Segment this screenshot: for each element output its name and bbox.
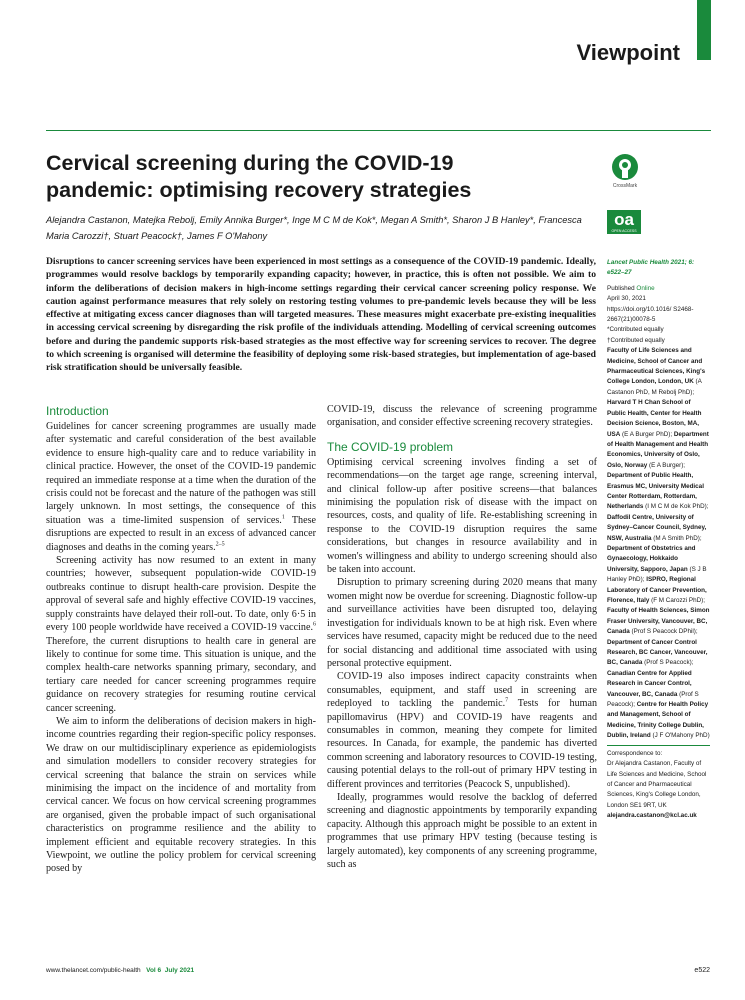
affiliation-name: Daffodil Centre, University of Sydney–Cancer Council, Sydney, NSW, Australia [607, 513, 707, 542]
affiliation-name: Centre for Health Policy and Management, School of Medicine, Trinity College Dublin, Dublin, Ireland [607, 701, 709, 740]
affiliation-authors: (A Castanon PhD, M Rebolj PhD); [607, 378, 702, 396]
crossmark-icon[interactable] [610, 152, 640, 182]
affiliation-name: Department of Cancer Control Research, BC Cancer, Vancouver, BC, Canada [607, 638, 708, 667]
reference-marker[interactable]: 2–5 [215, 541, 225, 548]
reference-marker[interactable]: 7 [505, 697, 509, 704]
body-column-2 [327, 403, 597, 871]
article-title: Cervical screening during the COVID-19 pandemic: optimising recovery strategies [46, 151, 472, 202]
dagger-footnote: †Contributed equally [607, 336, 665, 344]
journal-citation: Lancet Public Health 2021; 6: e522–27 [607, 259, 695, 277]
reference-marker[interactable]: 6 [312, 621, 316, 628]
affiliation-name: ISPRO, Regional Laboratory of Cancer Prevention, Florence, Italy [607, 576, 707, 604]
affiliation-authors: (Prof S Peacock); [642, 659, 694, 667]
affiliation-authors: (Prof S Peacock DPhil); [629, 628, 698, 636]
footer-url[interactable]: www.thelancet.com/public-health [46, 967, 141, 974]
published-line: Published Online [607, 284, 655, 292]
affiliation-name: Department of Health Management and Health Economics, University of Oslo, Oslo, Norway [607, 430, 709, 469]
affiliation-authors: (E A Burger PhD); [620, 430, 674, 438]
affiliation-name: Faculty of Life Sciences and Medicine, School of Cancer and Pharmaceutical Sciences, King's College London, London, UK [607, 347, 706, 386]
crossmark-label: CrossMark [612, 183, 638, 189]
page-number: e522 [694, 967, 710, 974]
online-link[interactable]: Online [636, 284, 655, 292]
paragraph: COVID-19 also imposes indirect capacity constraints when consumables, equipment, and staff used in screening are redeployed to tackling the pandemic.$^7$ Tests for human papillomavirus (HPV) and COVID-19 have reagents and consumables in common, meaning they compete for limited resources. In Canada, for example, the pandemic has diverted common screening and laboratory resources to COVID-19 testing, causing potential delays to the roll-out of primary HPV testing in different provinces and territories (Peacock S, unpublished). [327, 671, 598, 790]
affiliation-authors: (F M Carozzi PhD); [649, 597, 705, 604]
page-footer [46, 967, 446, 974]
author-list: Alejandra Castanon, Matejka Rebolj, Emily Annika Burger*, Inge M C M de Kok*, Megan A Smith*, Sharon J B Hanley*, Francesca Maria Carozzi†, Stuart Peacock†, James F O'Mahony [46, 215, 582, 241]
paragraph: We aim to inform the deliberations of decision makers in high-income countries regarding their region-specific policy responses. We draw on our multidisciplinary experience as epidemiologists and simulation modellers to consider recovery strategies for cervical screening that balance the strain on services while minimising the impact on the incidence of and mortality from cervical cancer. We focus on how cervical screening programmes are organised, given the probable impact of such organisational characteristics on programme resilience and the ability to implement efficient and equitable recovery strategies. In this Viewpoint, we outline the policy problem for cervical screening posed by [46, 715, 316, 875]
paragraph: Optimising cervical screening involves finding a set of recommendations—on the target age range, screening interval, and clinical follow-up after positive screens—that balances minimising the population risk of disease with the impact on resources, costs, and quality of life. Re-establishing screening in response to the COVID-19 disruption requires the same considerations, but changes in resource availability and in women's willingness and ability to undergo screening should also be taken into account. [327, 456, 597, 576]
open-access-sub: OPEN ACCESS [611, 229, 637, 233]
section-heading-introduction: Introduction [46, 404, 109, 418]
affiliation-authors: (J F O'Mahony PhD) [650, 732, 710, 740]
correspondence-heading: Correspondence to: [607, 749, 663, 757]
affiliation-authors: (M A Smith PhD); [651, 534, 702, 542]
affiliation-authors: (S J B Hanley PhD); [607, 565, 707, 584]
paragraph: Guidelines for cancer screening programmes are usually made after systematic and careful consideration of the best available evidence to ensure high-quality care and to reduce variability in clinical practice. However, the onset of the COVID-19 pandemic required an immediate response at a time when the duration of the crisis could not be forecast and the nature of the pathogen was still largely unknown. In most settings, the consequence of this situation was a time-limited suspension of services.$^1$ These disruptions are expected to result in an excess of advanced cancer diagnoses and deaths in the coming years.$^{2-5}$ [46, 421, 316, 553]
affiliations [607, 346, 710, 741]
affiliation-name: Canadian Centre for Applied Research in Cancer Control, Vancouver, BC, Canada [607, 669, 692, 698]
open-access-label: oa [614, 210, 634, 229]
footer-date: July 2021 [164, 967, 195, 974]
body-column-1 [46, 403, 316, 876]
doi-link[interactable]: https://doi.org/10.1016/ S2468-2667(21)00078-5 [607, 305, 694, 324]
paragraph: COVID-19, discuss the relevance of screening programme organisation, and consider effective screening recovery strategies. [327, 404, 597, 429]
affiliation-name: Department of Public Health, Erasmus MC, University Medical Center Rotterdam, Rotterdam, Netherlands [607, 472, 704, 511]
paragraph: Screening activity has now resumed to an extent in many countries; however, subsequent population-wide COVID-19 outbreaks continue to disrupt health-care provision. Despite the approval of several safe and highly effective COVID-19 vaccines, supply constraints have delayed their roll-out. To date, only 6·5 in every 100 people worldwide have received a COVID-19 vaccine.$^6$ Therefore, the current disruptions to health care in general are likely to continue for some time. This situation is unique, and the complex health-care networks spanning primary, secondary, and tertiary care needed for cancer screening programmes require guidance on recovery strategies for resuming routine cervical cancer screening. [46, 555, 316, 714]
affiliation-authors: (I M C M de Kok PhD); [643, 503, 709, 511]
star-footnote: *Contributed equally [607, 326, 664, 334]
affiliation-name: Harvard T H Chan School of Public Health, Center for Health Decision Science, Boston, MA, USA [607, 399, 702, 438]
section-color-bar [697, 0, 711, 60]
correspondence-address: Dr Alejandra Castanon, Faculty of Life Sciences and Medicine, School of Cancer and Pharmaceutical Sciences, King's College London, London SE1 9RT, UK [607, 760, 707, 809]
affiliation-authors: (Prof S Peacock); [607, 690, 699, 709]
correspondence-email[interactable]: alejandra.castanon@kcl.ac.uk [607, 812, 697, 820]
section-label: Viewpoint [576, 40, 680, 65]
affiliation-authors: (E A Burger); [647, 461, 686, 469]
section-heading-covid-problem: The COVID-19 problem [327, 439, 454, 454]
affiliation-name: Department of Obstetrics and Gynaecology, Hokkaido University, Sapporo, Japan [607, 544, 696, 573]
footer-volume: Vol 6 [146, 967, 162, 974]
paragraph: Disruption to primary screening during 2020 means that many women might now be overdue for screening. Diagnostic follow-up and surveillance activities have been disrupted too, delaying investigation for individuals known to be at high risk. Even where services have resumed, capacity might be reduced due to the need for social distancing and additional time associated with using personal protective equipment. [327, 577, 597, 669]
abstract: Disruptions to cancer screening services have been experienced in most settings as a consequence of the COVID-19 pandemic. Ideally, programmes would resolve backlogs by temporarily expanding capacity; however, in practice, this is often not possible. We aim to inform the deliberations of decision makers in high-income settings regarding their cervical cancer screening policy response. We caution against performance measures that rely solely on restoring testing volumes to pre-pandemic levels because they will be less effective at mitigating excess cancer diagnoses than will targeted measures. These measures might exacerbate pre-existing inequalities in accessing cervical screening by disregarding the risk profile of the individuals attending. Modelling of cervical screening outcomes before and during the pandemic supports risk-based strategies as the most effective way for screening services to recover. The degree to which screening is organised will determine the feasibility of deploying some risk-based strategies, but implementation of age-based risk stratification should be universally feasible. [46, 256, 596, 374]
article-sidebar [607, 258, 710, 822]
affiliation-name: Faculty of Health Sciences, Simon Fraser University, Vancouver, BC, Canada [607, 607, 710, 636]
header-rule [46, 130, 711, 131]
correspondence-rule [607, 745, 710, 746]
reference-marker[interactable]: 1 [281, 514, 285, 521]
paragraph: Ideally, programmes would resolve the backlog of deferred screening and diagnostic appointments by temporarily expanding capacity. Although this approach might be possible to an extent in programmes that use primary HPV testing (because testing is largely automated), key components of any screening programme, such as [327, 791, 597, 870]
publish-date: April 30, 2021 [607, 295, 646, 303]
